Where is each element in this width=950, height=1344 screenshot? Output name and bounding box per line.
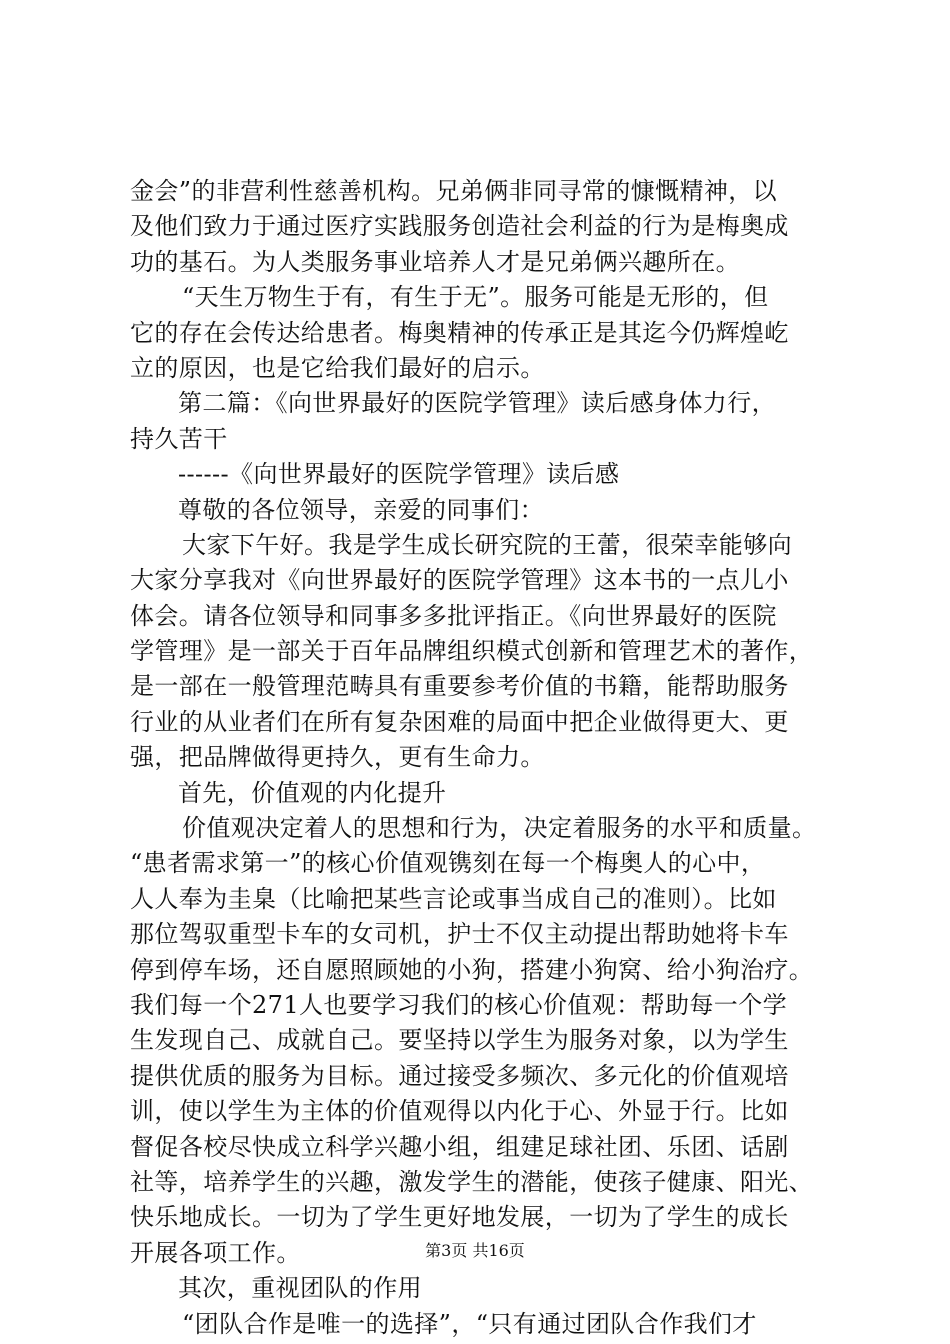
- text-line: 学管理》是一部关于百年品牌组织模式创新和管理艺术的著作，: [130, 637, 814, 666]
- document-body: [130, 174, 830, 1342]
- text-line: “患者需求第一”的核心价值观镌刻在每一个梅奥人的心中，: [130, 849, 766, 878]
- text-line: 及他们致力于通过医疗实践服务创造社会利益的行为是梅奥成: [130, 212, 789, 241]
- text-line: 行业的从业者们在所有复杂困难的局面中把企业做得更大、更: [130, 707, 789, 736]
- text-line: 督促各校尽快成立科学兴趣小组，组建足球社团、乐团、话剧: [130, 1132, 789, 1161]
- text-line: 是一部在一般管理范畴具有重要参考价值的书籍，能帮助服务: [130, 672, 789, 701]
- text-line: 大家分享我对《向世界最好的医院学管理》这本书的一点儿小: [130, 566, 789, 595]
- text-line: 金会”的非营利性慈善机构。兄弟俩非同寻常的慷慨精神，以: [130, 177, 778, 205]
- text-line: 训，使以学生为主体的价值观得以内化于心、外显于行。比如: [130, 1097, 789, 1126]
- text-line: 开展各项工作。: [130, 1238, 301, 1267]
- text-line: 社等，培养学生的兴趣，激发学生的潜能，使孩子健康、阳光、: [130, 1167, 814, 1196]
- text-line: 价值观决定着人的思想和行为，决定着服务的水平和质量。: [182, 814, 817, 843]
- text-line: 体会。请各位领导和同事多多批评指正。《向世界最好的医院: [130, 601, 777, 630]
- text-line: 它的存在会传达给患者。梅奥精神的传承正是其迄今仍辉煌屹: [130, 318, 789, 347]
- text-line: 快乐地成长。一切为了学生更好地发展，一切为了学生的成长: [130, 1203, 789, 1232]
- text-line: 强，把品牌做得更持久，更有生命力。: [130, 743, 545, 772]
- section-subtitle: ------《向世界最好的医院学管理》读后感: [178, 460, 620, 489]
- text-line: 提供优质的服务为目标。通过接受多频次、多元化的价值观培: [130, 1061, 789, 1090]
- section-heading: 第二篇：《向世界最好的医院学管理》读后感身体力行，: [178, 389, 776, 418]
- section-heading: 持久苦干: [130, 424, 228, 453]
- text-line: 生发现自己、成就自己。要坚持以学生为服务对象，以为学生: [130, 1026, 789, 1055]
- text-line: 人人奉为圭臬（比喻把某些言论或事当成自己的准则）。比如: [130, 884, 777, 913]
- text-line: “天生万物生于有，有生于无”。服务可能是无形的，但: [182, 283, 769, 312]
- text-line: 那位驾驭重型卡车的女司机，护士不仅主动提出帮助她将卡车: [130, 920, 789, 949]
- text-line: 大家下午好。我是学生成长研究院的王蕾，很荣幸能够向: [182, 530, 792, 559]
- text-line: 我们每一个271人也要学习我们的核心价值观：帮助每一个学: [130, 990, 788, 1019]
- salutation: 尊敬的各位领导，亲爱的同事们：: [178, 495, 544, 524]
- text-line: 立的原因，也是它给我们最好的启示。: [130, 353, 545, 382]
- subheading: 其次，重视团队的作用: [178, 1274, 422, 1303]
- text-line: 停到停车场，还自愿照顾她的小狗，搭建小狗窝、给小狗治疗。: [130, 955, 814, 984]
- page-number-footer: 第3页 共16页: [425, 1241, 525, 1260]
- text-line: “团队合作是唯一的选择”，“只有通过团队合作我们才: [182, 1309, 757, 1338]
- subheading: 首先，价值观的内化提升: [178, 778, 447, 807]
- text-line: 功的基石。为人类服务事业培养人才是兄弟俩兴趣所在。: [130, 247, 740, 276]
